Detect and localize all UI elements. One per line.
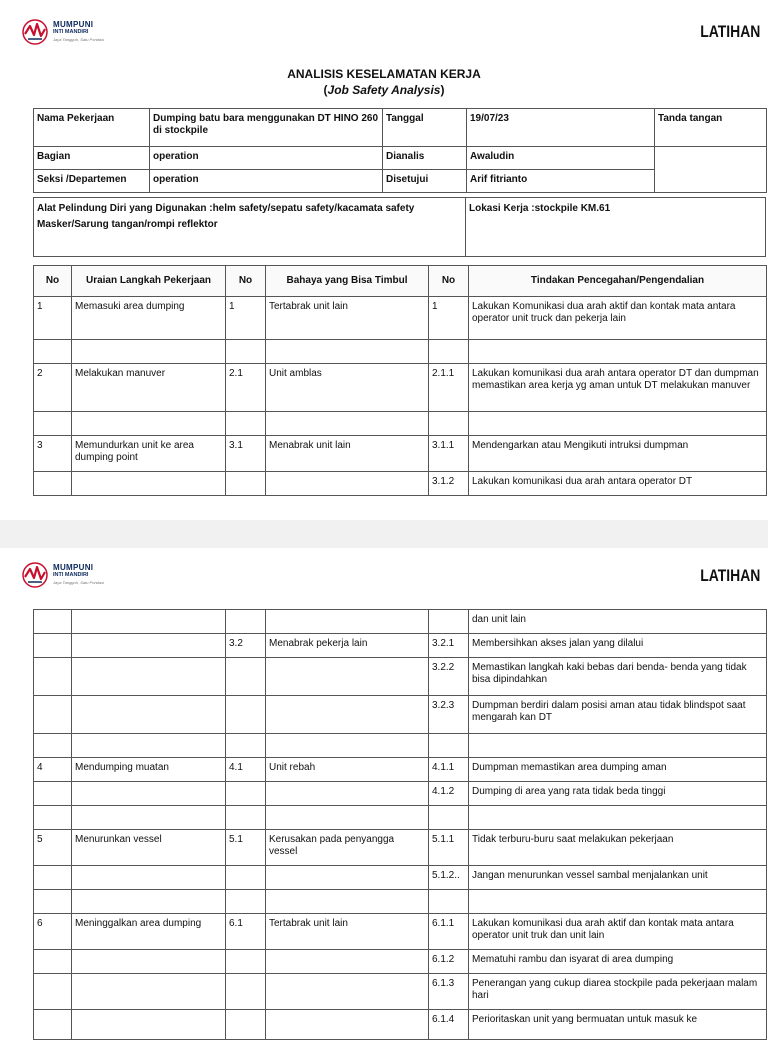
row-hazard-no: 4.1 (226, 758, 266, 782)
company-logo (22, 560, 105, 590)
row-action-no (429, 806, 469, 830)
title-line-2: (Job Safety Analysis) (323, 83, 445, 97)
brand-name: MUMPUNI (53, 563, 94, 572)
row-hazard: Unit amblas (266, 364, 429, 412)
row-action: Memastikan langkah kaki bebas dari benda- benda yang tidak bisa dipindahkan (469, 658, 767, 696)
brand-subtitle: INTI MANDIRI (53, 572, 89, 578)
row-step: Memundurkan unit ke area dumping point (72, 436, 226, 472)
row-no (34, 696, 72, 734)
row-action-no (429, 340, 469, 364)
row-action: Penerangan yang cukup diarea stockpile pada pekerjaan malam hari (469, 974, 767, 1010)
table-row (34, 412, 767, 436)
col-header-no: No (34, 266, 72, 297)
row-no (34, 1010, 72, 1040)
row-hazard: Tertabrak unit lain (266, 914, 429, 950)
row-action-no (429, 412, 469, 436)
row-step (72, 610, 226, 634)
jsa-table-page-2 (33, 609, 767, 1040)
table-row (34, 914, 767, 950)
row-action-no: 3.1.1 (429, 436, 469, 472)
row-action: Dumpman berdiri dalam posisi aman atau tidak blindspot saat mengarah kan DT (469, 696, 767, 734)
disetujui-value: Arif fitrianto (467, 170, 655, 193)
tanggal-value: 19/07/23 (467, 109, 655, 147)
apd-text (34, 198, 466, 256)
table-row (34, 658, 767, 696)
row-action: Mendengarkan atau Mengikuti intruksi dumpman (469, 436, 767, 472)
row-hazard: Menabrak pekerja lain (266, 634, 429, 658)
row-action (469, 734, 767, 758)
row-action-no: 4.1.2 (429, 782, 469, 806)
row-step: Mendumping muatan (72, 758, 226, 782)
row-no (34, 412, 72, 436)
row-hazard: Menabrak unit lain (266, 436, 429, 472)
row-hazard-no (226, 412, 266, 436)
brand-subtitle: INTI MANDIRI (53, 29, 89, 35)
job-info-table (33, 108, 767, 193)
row-hazard (266, 658, 429, 696)
row-action-no: 5.1.1 (429, 830, 469, 866)
row-hazard (266, 974, 429, 1010)
table-row (34, 1010, 767, 1040)
row-step (72, 658, 226, 696)
row-action-no (429, 610, 469, 634)
row-hazard (266, 696, 429, 734)
latihan-stamp: LATIHAN (699, 566, 760, 585)
row-hazard-no (226, 1010, 266, 1040)
row-hazard (266, 734, 429, 758)
row-action-no: 6.1.3 (429, 974, 469, 1010)
apd-box (33, 197, 766, 257)
row-action: Lakukan komunikasi dua arah antara operator DT dan dumpman memastikan area kerja yg aman untuk DT melakukan manuver (469, 364, 767, 412)
row-hazard-no (226, 610, 266, 634)
lokasi-kerja: Lokasi Kerja :stockpile KM.61 (469, 203, 611, 214)
latihan-stamp: LATIHAN (699, 22, 760, 41)
table-row (34, 974, 767, 1010)
row-action: Lakukan komunikasi dua arah antara operator DT (469, 472, 767, 496)
table-row (34, 866, 767, 890)
title-line-1: ANALISIS KESELAMATAN KERJA (287, 67, 481, 81)
row-action-no: 5.1.2.. (429, 866, 469, 890)
row-hazard-no: 3.1 (226, 436, 266, 472)
signature-box (655, 147, 767, 193)
jsa-table-page-1 (33, 265, 767, 496)
row-action-no: 6.1.1 (429, 914, 469, 950)
row-action: Lakukan komunikasi dua arah aktif dan kontak mata antara operator unit truk dan unit lain (469, 914, 767, 950)
row-step (72, 974, 226, 1010)
row-action-no: 3.2.2 (429, 658, 469, 696)
table-row (34, 610, 767, 634)
row-step (72, 1010, 226, 1040)
row-hazard-no: 2.1 (226, 364, 266, 412)
row-action-no: 1 (429, 297, 469, 340)
row-no (34, 866, 72, 890)
row-action: dan unit lain (469, 610, 767, 634)
row-step (72, 806, 226, 830)
row-hazard-no: 1 (226, 297, 266, 340)
row-hazard-no: 3.2 (226, 634, 266, 658)
col-header-no: No (429, 266, 469, 297)
row-no (34, 806, 72, 830)
row-hazard-no (226, 734, 266, 758)
row-action-no: 4.1.1 (429, 758, 469, 782)
table-row (34, 830, 767, 866)
row-action: Mematuhi rambu dan isyarat di area dumping (469, 950, 767, 974)
row-action: Jangan menurunkan vessel sambal menjalankan unit (469, 866, 767, 890)
row-step (72, 950, 226, 974)
table-row (34, 340, 767, 364)
row-hazard-no (226, 890, 266, 914)
row-hazard-no (226, 806, 266, 830)
row-hazard (266, 866, 429, 890)
row-step (72, 340, 226, 364)
col-header-step: Uraian Langkah Pekerjaan (72, 266, 226, 297)
brand-tagline: Jaya Tangguh, Satu Pondasi (53, 37, 105, 42)
row-action-no: 2.1.1 (429, 364, 469, 412)
row-hazard (266, 950, 429, 974)
table-row (34, 890, 767, 914)
row-no (34, 658, 72, 696)
row-hazard-no (226, 950, 266, 974)
row-hazard (266, 782, 429, 806)
disetujui-label: Disetujui (383, 170, 467, 193)
seksi-label: Seksi /Departemen (34, 170, 150, 193)
row-hazard (266, 412, 429, 436)
row-hazard-no (226, 472, 266, 496)
table-row (34, 696, 767, 734)
row-hazard (266, 890, 429, 914)
row-action-no: 3.2.3 (429, 696, 469, 734)
row-action: Membersihkan akses jalan yang dilalui (469, 634, 767, 658)
page-gap (0, 520, 768, 548)
row-step: Memasuki area dumping (72, 297, 226, 340)
table-row (34, 782, 767, 806)
table-row (34, 364, 767, 412)
nama-pekerjaan-value: Dumping batu bara menggunakan DT HINO 260 di stockpile (150, 109, 383, 147)
row-hazard (266, 610, 429, 634)
row-hazard (266, 1010, 429, 1040)
row-step (72, 866, 226, 890)
row-action-no: 6.1.4 (429, 1010, 469, 1040)
row-hazard (266, 806, 429, 830)
row-hazard (266, 472, 429, 496)
logo-mark-icon (22, 560, 48, 590)
row-hazard: Tertabrak unit lain (266, 297, 429, 340)
row-hazard-no (226, 658, 266, 696)
row-step (72, 890, 226, 914)
row-no (34, 634, 72, 658)
col-header-action: Tindakan Pencegahan/Pengendalian (469, 266, 767, 297)
row-no: 2 (34, 364, 72, 412)
table-row (34, 950, 767, 974)
row-step (72, 734, 226, 758)
table-row (34, 436, 767, 472)
row-action (469, 806, 767, 830)
row-action (469, 412, 767, 436)
dianalis-label: Dianalis (383, 147, 467, 170)
row-action-no: 3.2.1 (429, 634, 469, 658)
row-no (34, 974, 72, 1010)
table-row (34, 758, 767, 782)
row-step (72, 634, 226, 658)
brand-name: MUMPUNI (53, 20, 94, 29)
row-hazard-no: 6.1 (226, 914, 266, 950)
row-hazard-no (226, 782, 266, 806)
bagian-value: operation (150, 147, 383, 170)
row-action-no: 3.1.2 (429, 472, 469, 496)
logo-mark-icon (22, 17, 48, 47)
row-no: 4 (34, 758, 72, 782)
row-hazard-no (226, 696, 266, 734)
bagian-label: Bagian (34, 147, 150, 170)
company-logo (22, 17, 105, 47)
row-no (34, 950, 72, 974)
tanggal-label: Tanggal (383, 109, 467, 147)
row-no: 6 (34, 914, 72, 950)
row-no (34, 734, 72, 758)
row-step (72, 472, 226, 496)
row-action: Dumpman memastikan area dumping aman (469, 758, 767, 782)
jsa-header-row (34, 266, 767, 297)
row-step: Menurunkan vessel (72, 830, 226, 866)
row-no (34, 610, 72, 634)
table-row (34, 806, 767, 830)
row-action (469, 890, 767, 914)
row-action: Tidak terburu-buru saat melakukan pekerjaan (469, 830, 767, 866)
row-action-no: 6.1.2 (429, 950, 469, 974)
brand-tagline: Jaya Tangguh, Satu Pondasi (53, 580, 105, 585)
nama-pekerjaan-label: Nama Pekerjaan (34, 109, 150, 147)
table-row (34, 734, 767, 758)
title-italic: Job Safety Analysis (327, 83, 441, 97)
dianalis-value: Awaludin (467, 147, 655, 170)
row-action (469, 340, 767, 364)
row-action-no (429, 890, 469, 914)
row-hazard: Kerusakan pada penyangga vessel (266, 830, 429, 866)
document-title (0, 66, 768, 98)
apd-line-2: Masker/Sarung tangan/rompi reflektor (37, 219, 218, 230)
row-hazard: Unit rebah (266, 758, 429, 782)
row-action: Lakukan Komunikasi dua arah aktif dan kontak mata antara operator unit truck dan pekerja lain (469, 297, 767, 340)
row-hazard-no (226, 340, 266, 364)
row-no (34, 472, 72, 496)
row-hazard (266, 340, 429, 364)
row-no: 5 (34, 830, 72, 866)
apd-line-1: Alat Pelindung Diri yang Digunakan :helm safety/sepatu safety/kacamata safety (37, 203, 415, 214)
row-hazard-no: 5.1 (226, 830, 266, 866)
col-header-hazard: Bahaya yang Bisa Timbul (266, 266, 429, 297)
row-hazard-no (226, 974, 266, 1010)
row-no (34, 890, 72, 914)
row-no (34, 782, 72, 806)
row-step (72, 696, 226, 734)
row-step (72, 782, 226, 806)
table-row (34, 634, 767, 658)
row-action: Perioritaskan unit yang bermuatan untuk masuk ke (469, 1010, 767, 1040)
table-row (34, 297, 767, 340)
col-header-no: No (226, 266, 266, 297)
row-step: Melakukan manuver (72, 364, 226, 412)
row-step: Meninggalkan area dumping (72, 914, 226, 950)
table-row (34, 472, 767, 496)
row-action-no (429, 734, 469, 758)
row-action: Dumping di area yang rata tidak beda tinggi (469, 782, 767, 806)
row-no: 1 (34, 297, 72, 340)
tanda-tangan-label: Tanda tangan (655, 109, 767, 147)
row-no: 3 (34, 436, 72, 472)
row-hazard-no (226, 866, 266, 890)
row-step (72, 412, 226, 436)
row-no (34, 340, 72, 364)
seksi-value: operation (150, 170, 383, 193)
